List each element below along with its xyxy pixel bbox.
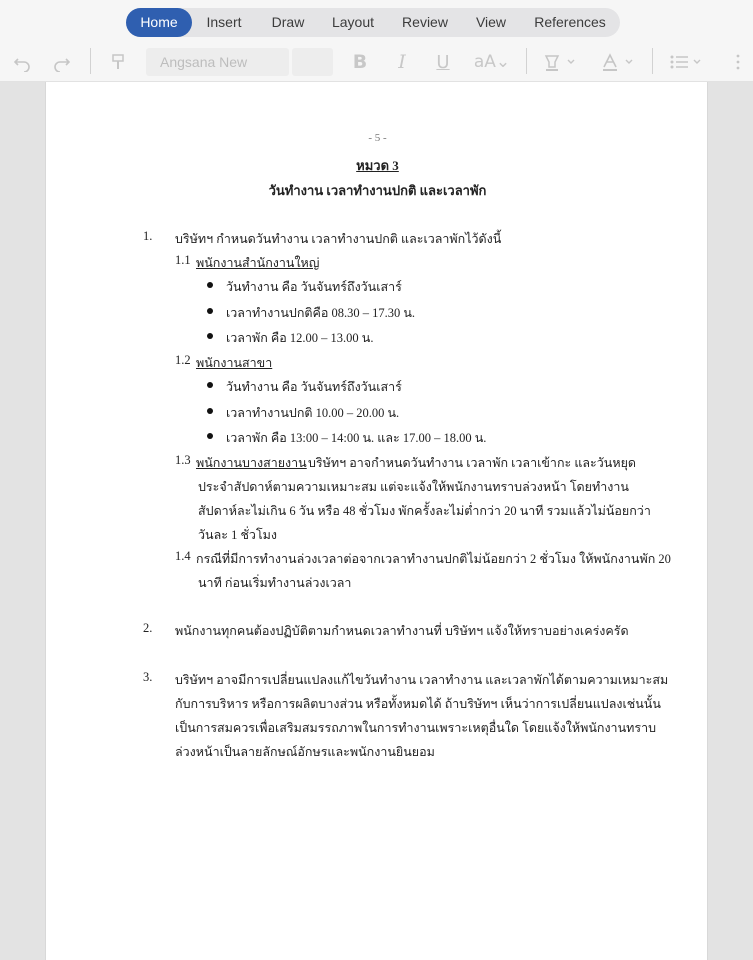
subsection-number: 1.1 [175, 253, 191, 267]
highlight-icon[interactable] [540, 44, 580, 80]
subsection-number: 1.2 [175, 353, 191, 367]
font-color-icon[interactable] [598, 44, 638, 80]
paragraph-line: กรณีที่มีการทำงานล่วงเวลาต่อจากเวลาทำงานปกติไม่น้อยกว่า 2 ชั่วโมง ให้พนักงานพัก 20 [196, 552, 671, 566]
section-text: พนักงานทุกคนต้องปฏิบัติตามกำหนดเวลาทำงานที่ บริษัทฯ แจ้งให้ทราบอย่างเคร่งครัด [175, 624, 629, 638]
italic-icon[interactable]: I [398, 51, 406, 73]
paragraph-line: บริษัทฯ อาจมีการเปลี่ยนแปลงแก้ไขวันทำงาน เวลาทำงาน และเวลาพักได้ตามความเหมาะสม [175, 673, 669, 687]
bullet-icon [207, 408, 213, 414]
chapter-title: วันทำงาน เวลาทำงานปกติ และเวลาพัก [268, 183, 487, 198]
paragraph-line: ล่วงหน้าเป็นลายลักษณ์อักษรและพนักงานยินยอม [175, 745, 435, 759]
paragraph-line: บริษัทฯ อาจกำหนดวันทำงาน เวลาพัก เวลาเข้ากะ และวันหยุด [308, 456, 637, 470]
subsection-number: 1.3 [175, 453, 191, 467]
underline-icon[interactable]: U [436, 51, 450, 73]
bullet-list-icon[interactable] [666, 44, 706, 80]
list-item: เวลาทำงานปกติ 10.00 – 20.00 น. [226, 406, 400, 420]
list-item: วันทำงาน คือ วันจันทร์ถึงวันเสาร์ [226, 280, 402, 294]
paragraph-line: สัปดาห์ละไม่เกิน 6 วัน หรือ 48 ชั่วโมง พักครั้งละไม่ต่ำกว่า 20 นาที รวมแล้วไม่น้อยกว่า [198, 504, 651, 518]
page-number: - 5 - [368, 132, 387, 144]
subsection-number: 1.4 [175, 549, 191, 563]
section-text: บริษัทฯ กำหนดวันทำงาน เวลาทำงานปกติ และเวลาพักไว้ดังนี้ [175, 232, 502, 246]
tab-draw[interactable]: Draw [271, 14, 305, 30]
bullet-icon [207, 333, 213, 339]
section-number: 1. [143, 229, 153, 243]
subsection-title: พนักงานสาขา [196, 356, 273, 370]
format-painter-icon[interactable] [104, 44, 132, 80]
font-size-menu-icon[interactable]: aA⌄ [473, 52, 511, 72]
tab-view[interactable]: View [475, 14, 507, 30]
redo-icon[interactable] [48, 44, 76, 80]
undo-icon[interactable] [8, 44, 36, 80]
tab-insert[interactable]: Insert [206, 14, 242, 30]
subsection-title: พนักงานสำนักงานใหญ่ [196, 256, 320, 270]
toolbar-divider [526, 48, 527, 74]
toolbar-divider [652, 48, 653, 74]
paragraph-line: กับการบริหาร หรือการผลิตบางส่วน หรือทั้งหมดได้ ถ้าบริษัทฯ เห็นว่าการเปลี่ยนแปลงเช่นนั้น [175, 697, 661, 711]
tab-layout[interactable]: Layout [331, 14, 375, 30]
tab-home[interactable]: Home [126, 8, 192, 37]
subsection-title: พนักงานบางสายงาน [196, 456, 307, 470]
tab-review[interactable]: Review [402, 14, 448, 30]
paragraph-line: ประจำสัปดาห์ตามความเหมาะสม แต่จะแจ้งให้พนักงานทราบล่วงหน้า โดยทำงาน [198, 480, 629, 494]
paragraph-line: วันละ 1 ชั่วโมง [198, 528, 277, 542]
list-item: วันทำงาน คือ วันจันทร์ถึงวันเสาร์ [226, 380, 402, 394]
section-number: 2. [143, 621, 153, 635]
section-number: 3. [143, 670, 153, 684]
ribbon [0, 0, 753, 82]
bullet-icon [207, 282, 213, 288]
font-name-field[interactable]: Angsana New [146, 48, 289, 76]
font-size-field[interactable] [292, 48, 333, 76]
toolbar-divider [90, 48, 91, 74]
ribbon-tab-bar [126, 8, 620, 37]
list-item: เวลาพัก คือ 12.00 – 13.00 น. [226, 331, 374, 345]
list-item: เวลาพัก คือ 13:00 – 14:00 น. และ 17.00 – 18.00 น. [226, 431, 487, 445]
bullet-icon [207, 382, 213, 388]
more-icon[interactable] [728, 44, 748, 80]
document-page[interactable] [45, 82, 708, 960]
bullet-icon [207, 433, 213, 439]
chapter-heading: หมวด 3 [356, 158, 399, 173]
tab-references[interactable]: References [534, 14, 606, 30]
paragraph-line: เป็นการสมควรเพื่อเสริมสมรรถภาพในการทำงานเพราะเหตุอื่นใด โดยแจ้งให้พนักงานทราบ [175, 721, 657, 735]
paragraph-line: นาที ก่อนเริ่มทำงานล่วงเวลา [198, 576, 352, 590]
bold-icon[interactable]: B [352, 51, 368, 73]
list-item: เวลาทำงานปกติคือ 08.30 – 17.30 น. [226, 306, 416, 320]
bullet-icon [207, 308, 213, 314]
